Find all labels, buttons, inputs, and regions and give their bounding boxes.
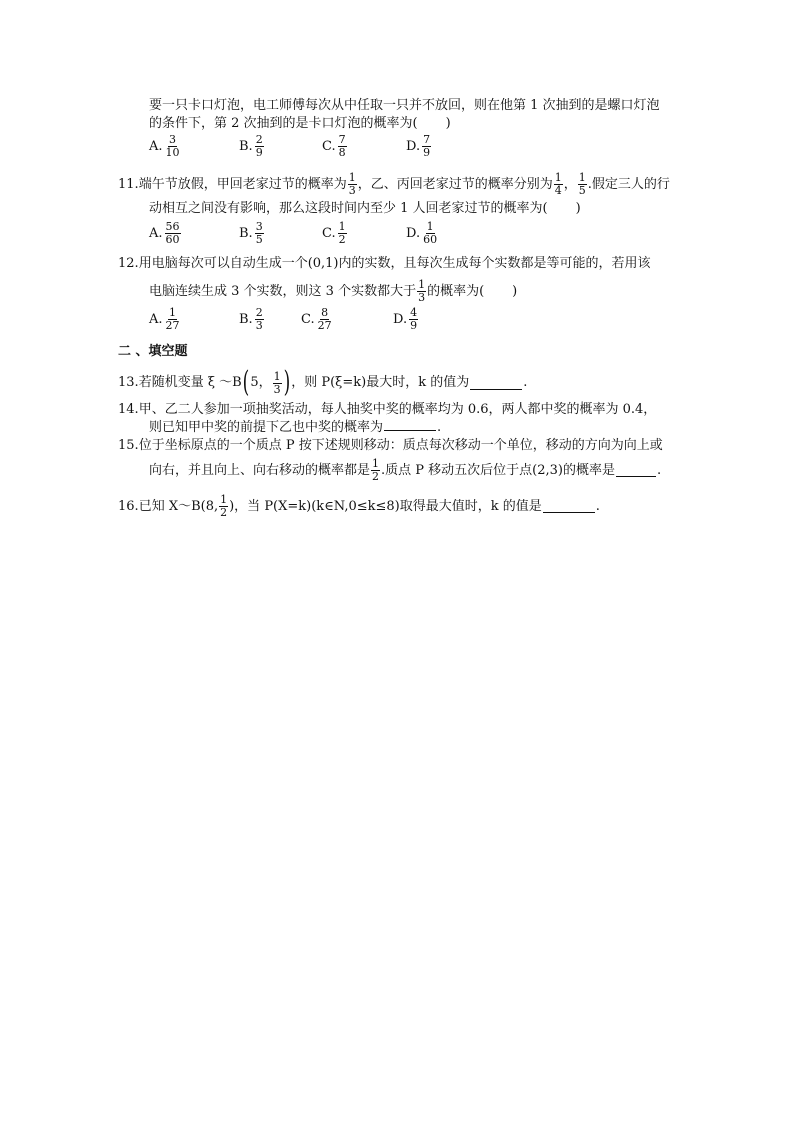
numerator: 1 [578,171,586,184]
q10-line2 [149,115,451,133]
denominator: 2 [338,233,346,246]
denominator: 3 [348,184,356,197]
denominator: 5 [578,184,586,197]
fraction [338,134,347,159]
fraction [554,172,563,197]
q13-text-b: ，则 P(ξ=k)最大时，k 的值为 [291,375,470,390]
q12-option-a[interactable] [149,307,182,332]
q16-text-b: )，当 P(X=k)(k∈N,0≤k≤8)取得最大值时，k 的值是 [229,498,542,514]
fraction [317,307,333,332]
q12-text-a: 电脑连续生成 3 个实数，则这 3 个实数都大于 [149,283,417,299]
fraction [255,307,264,332]
q12-paren-close: ) [512,283,518,299]
numerator: 7 [338,133,346,146]
numerator: 7 [423,133,431,146]
numerator: 1 [273,369,281,383]
option-label: C. [301,312,315,327]
q11-text-c: .假定三人的行 [587,176,670,192]
paren-close: ) [283,366,291,400]
option-label: D. [406,139,421,154]
q11-option-b[interactable] [239,221,265,246]
q11-text-a: 端午节放假，甲回老家过节的概率为 [138,176,347,192]
numerator: 1 [426,220,434,233]
q15-text-b: .质点 P 移动五次后位于点(2,3)的概率是 [381,462,615,478]
q11-line2-text: 动相互之间没有影响，那么这段时间内至少 1 人回老家过节的概率为( [149,201,548,216]
fraction [255,134,264,159]
denominator: 10 [165,146,180,159]
fraction [165,221,181,246]
q12-line2 [149,279,517,304]
q16-line [118,494,600,519]
numerator: 3 [255,220,263,233]
option-label: A. [149,226,163,241]
numerator: 2 [255,133,263,146]
numerator: 8 [321,306,329,319]
denominator: 2 [220,506,228,519]
option-label: B. [239,139,253,154]
denominator: 27 [165,319,180,332]
denominator: 9 [410,319,418,332]
fraction [371,458,380,483]
answer-blank[interactable] [543,500,595,513]
question-number: 14. [118,402,139,417]
q13-text-a: 若随机变量 ξ ～B [138,375,242,390]
q14-line2 [149,418,441,437]
numerator: 1 [338,220,346,233]
q14-line2-text: 则已知甲中奖的前提下乙也中奖的概率为 [149,420,384,435]
fraction [422,134,431,159]
option-label: A. [149,312,163,327]
q12-text-b: 的概率为( [427,283,485,299]
q11-paren-close: ) [575,201,581,216]
q15-line1-text: 位于坐标原点的一个质点 P 按下述规则移动：质点每次移动一个单位，移动的方向为向上或 [138,438,663,453]
q10-line2-text: 的条件下，第 2 次抽到的是卡口灯泡的概率为( [149,116,418,131]
q11-option-a[interactable] [149,221,182,246]
fraction [422,221,438,246]
fraction [165,307,181,332]
q16-text-a: 已知 X～B(8, [138,498,219,514]
denominator: 27 [317,319,332,332]
q13-end: . [523,375,528,390]
q14-line1 [118,401,656,419]
q12-option-b[interactable] [239,307,265,332]
denominator: 9 [255,146,263,159]
q11-sep: ， [563,176,577,192]
question-number: 11. [118,176,139,192]
numerator: 3 [169,133,177,146]
q13-n: 5， [250,375,272,390]
fraction [255,221,264,246]
option-label: D. [406,226,421,241]
numerator: 1 [554,171,562,184]
fraction [273,371,282,396]
denominator: 60 [165,233,180,246]
answer-blank[interactable] [470,377,522,390]
numerator: 1 [348,171,356,184]
q10-option-d[interactable] [406,134,432,159]
option-label: C. [322,139,336,154]
answer-blank[interactable] [384,418,436,431]
denominator: 3 [255,319,263,332]
q11-option-c[interactable] [322,221,348,246]
q16-end: . [595,498,600,514]
question-number: 13. [118,375,139,390]
numerator: 1 [169,306,177,319]
q11-line1 [118,172,670,197]
option-label: D. [393,312,408,327]
numerator: 1 [372,457,380,470]
q10-option-c[interactable] [322,134,348,159]
denominator: 4 [554,184,562,197]
q10-line1: 要一只卡口灯泡，电工师傅每次从中任取一只并不放回，则在他第 1 次抽到的是螺口灯泡 [149,98,660,113]
fraction [417,279,426,304]
numerator: 1 [418,278,426,291]
denominator: 2 [372,470,380,483]
question-number: 12. [118,256,139,271]
q10-paren-close: ) [445,116,451,131]
option-label: A. [149,139,163,154]
q15-text-a: 向右，并且向上、向右移动的概率都是 [149,462,371,478]
denominator: 5 [255,233,263,246]
q11-text-b: ，乙、丙回老家过节的概率分别为 [357,176,553,192]
question-number: 16. [118,498,139,514]
numerator: 4 [410,306,418,319]
q11-line2 [149,200,581,218]
q13-line [118,364,527,402]
q14-line1-text: 甲、乙二人参加一项抽奖活动，每人抽奖中奖的概率均为 0.6，两人都中奖的概率为 0.4， [138,402,657,417]
q10-option-b[interactable] [239,134,265,159]
question-number: 15. [118,438,139,453]
fraction [219,494,228,519]
answer-blank[interactable] [616,464,656,477]
q15-line2 [149,458,661,483]
option-label: B. [239,312,253,327]
paren-open: ( [242,366,250,400]
denominator: 3 [273,382,281,396]
section-title: 二 、填空题 [118,344,188,359]
numerator: 1 [220,493,228,506]
fraction [165,134,181,159]
numerator: 2 [255,306,263,319]
q12-option-d[interactable] [393,307,419,332]
q11-option-d[interactable] [406,221,439,246]
q15-end: . [656,462,662,478]
q10-option-a[interactable] [149,134,182,159]
fraction [409,307,418,332]
denominator: 8 [338,146,346,159]
q12-option-c[interactable] [301,307,334,332]
fraction [348,172,357,197]
q15-line1 [118,437,663,455]
fraction [578,172,587,197]
denominator: 9 [423,146,431,159]
q12-line1 [118,255,651,273]
q14-end: . [437,420,442,435]
denominator: 3 [418,291,426,304]
option-label: B. [239,226,253,241]
option-label: C. [322,226,336,241]
numerator: 56 [165,220,180,233]
q12-line1-text: 用电脑每次可以自动生成一个(0,1)内的实数，且每次生成每个实数都是等可能的，若用该 [138,256,651,271]
denominator: 60 [423,233,438,246]
fraction [338,221,347,246]
